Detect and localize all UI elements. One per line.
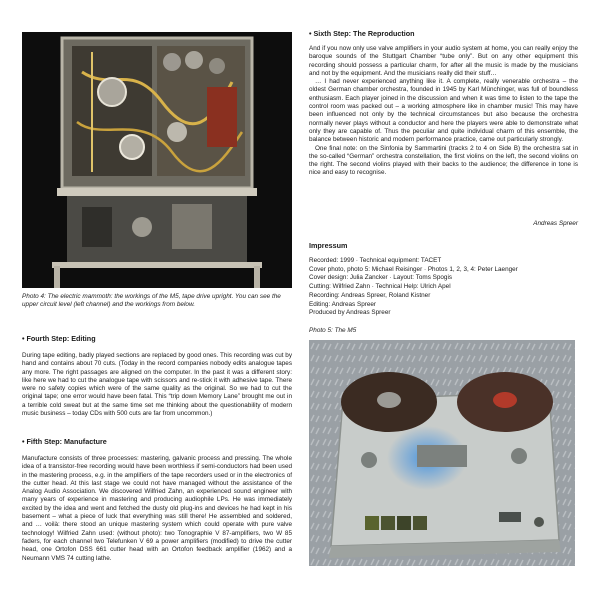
m5-tape-recorder-illustration [309, 340, 575, 566]
impressum-line: Recording: Andreas Spreer, Roland Kistner [309, 291, 431, 299]
fourth-step-text: During tape editing, badly played sections are replaced by good ones. This recording was cut by hand and contains about 70 cuts. (Today in the record companies nobody edits analogue tapes any more. The right passages are aligned on the computer. In the past it was a different story: like here we had to cut the analogue tape with scissors and re-stick it with adhesive tape. There were no safety copies which were of the same quality as the original. So we had to cut the original tape; one error would have been fatal. This “trip down Memory Lane” brought me out in a terrible cold sweat but at the same time set me thinking about the questionability of modern music business – today CDs with 500 cuts are far from uncommon.) [22, 352, 292, 418]
fifth-step-text: Manufacture consists of three processes: mastering, galvanic process and pressing. The whole idea of a transistor-free recording would have been worthless if semi-conductors had been used in the mastering process, e.g. in the amplifiers of the tape recorders used or in the electronics of the cutter head. At this last stage we could not have managed without the assistance of the Analog Audio Association. We discovered Wilfried Zahn, an experienced sound engineer with many years of experience in mastering and producing audiophile LPs. He was immediately excited by the idea and went and fetched the dusty old plug-ins and devices he had kept in his basement – what a piece of luck that everything was still there! He assembled and soldered, and … voilà: there stood an unique mastering system which could operate with pure valve technology! Wilfried Zahn used: (without photo): two Tonographie V 87-amplifiers, two W 85 faders, for each channel two Telefunken V 69 a power amplifiers (modified) to drive the cutter head, one Ortofon DSS 661 cutter head with an Ortofon feedback amplifier (1962) and a Neumann VMS 74 cutting lathe. [22, 455, 292, 562]
photo-m5-tape-recorder [309, 340, 575, 566]
fifth-step-heading: • Fifth Step: Manufacture [22, 437, 107, 446]
m5-workings-illustration [22, 32, 292, 288]
impressum-line: Cutting: Wilfried Zahn · Technical Help: Ulrich Apel [309, 283, 451, 291]
sixth-step-paragraph-3: One final note: on the Sinfonia by Sammartini (tracks 2 to 4 on Side B) the orchestra sat in the so-called “German” orchestra constellation, the first violins on the left, the second violins on the right. The second violins played with their backs to the audience; the difference in tone is nice and easy to recognise. [309, 144, 578, 177]
sixth-step-signature: Andreas Spreer [533, 220, 578, 227]
impressum-line: Produced by Andreas Spreer [309, 309, 391, 317]
sixth-step-body [309, 45, 578, 178]
impressum-line: Recorded: 1999 · Technical equipment: TACET [309, 257, 442, 264]
photo5-caption: Photo 5: The M5 [309, 327, 357, 334]
sixth-step-paragraph-2: … I had never experienced anything like it. A complete, really venerable orchestra – the oldest German chamber orchestra, founded in 1945 by Karl Münchinger, was full of boundless enthusiasm. Each player joined in the discussion and when it was time to listen to the tape the control room was packed out – a working atmosphere like in chamber music! This may have been influenced not only by the technical circumstances but also because the orchestra normally never plays without a conductor and here the players were able to demonstrate what only they are capable of. Thus the peculiar and quite individual charm of this ensemble, the balance between historic and modern performance practice, came out particularly strongly. [309, 78, 578, 144]
impressum-line: Cover design: Julia Zancker · Layout: Toms Spogis [309, 274, 453, 282]
photo-m5-workings [22, 32, 292, 288]
impressum-line: Editing: Andreas Spreer [309, 300, 377, 308]
sixth-step-heading: • Sixth Step: The Reproduction [309, 29, 415, 38]
photo4-caption: Photo 4: The electric mammoth: the workings of the M5, tape drive upright. You can see the upper circuit level (left channel) and the workings from below. [22, 293, 281, 309]
impressum-heading: Impressum [309, 241, 348, 250]
impressum-list [309, 257, 578, 318]
impressum-line: Cover photo, photo 5: Michael Reisinger · Photos 1, 2, 3, 4: Peter Laenger [309, 265, 518, 273]
sixth-step-paragraph-1: And if you now only use valve amplifiers in your audio system at home, you can really enjoy the baroque sounds of the Stuttgart Chamber “tube only”. But on any other equipment this recording should possess a particular charm, for after all the music is made by the musicians and not by the equipment. And the musicians really did their stuff… [309, 45, 578, 77]
fourth-step-heading: • Fourth Step: Editing [22, 334, 96, 343]
